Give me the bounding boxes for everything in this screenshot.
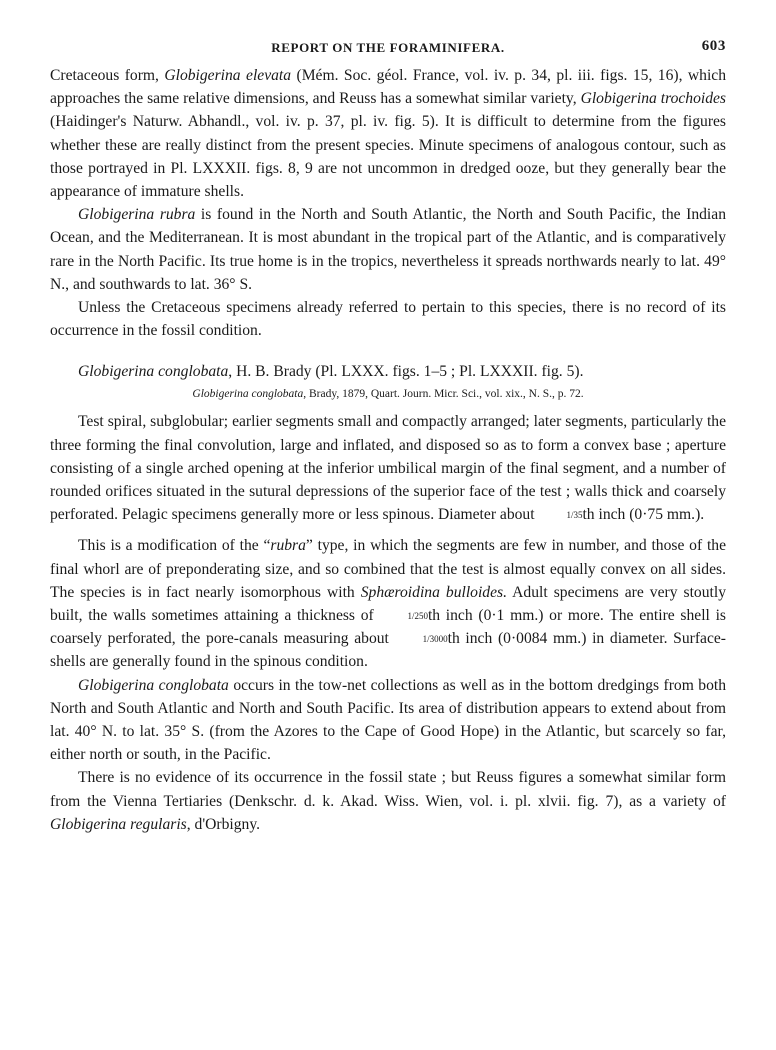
text-run: Test spiral, subglobular; earlier segments small and compactly arranged; later segments, particularly the three forming the final convolution, large and inflated, and disposed so as to form a convex base ; aperture consisting of a single arched opening at the inferior umbilical margin of the final segment, and a number of rounded orifices situated in the sutural depressions of the superior face of the test ; walls thick and coarsely perforated. Pelagic specimens generally more or less spinous. Diameter about bbox=[50, 413, 726, 524]
text-run: Unless the Cretaceous specimens already referred to pertain to this species, there is no record of its occurrence in the fossil condition. bbox=[50, 299, 726, 340]
fraction: 1/250 bbox=[407, 610, 428, 621]
paragraph-spacer bbox=[50, 526, 726, 534]
section-spacer bbox=[50, 342, 726, 360]
running-title: REPORT ON THE FORAMINIFERA. bbox=[271, 40, 505, 55]
species-name: Globigerina conglobata bbox=[78, 363, 229, 381]
text-run: th inch (0·0084 mm.) in diameter. Surface-shells are generally found in the spinous condition. bbox=[50, 630, 726, 671]
paragraph-cretaceous-forms bbox=[50, 64, 726, 203]
text-run: Adult specimens are very stoutly built, the walls sometimes attaining a thickness of bbox=[50, 583, 726, 625]
text-run: There is no evidence of its occurrence in the fossil state ; but Reuss figures a somewhat similar form from the Vienna Tertiaries (Denkschr. d. k. Akad. Wiss. Wien, vol. i. pl. xlvii. fig. 7), as a variety of bbox=[50, 769, 726, 810]
text-run: th inch (0·1 mm.) or more. The entire shell is coarsely perforated, the pore-canals measuring about bbox=[50, 607, 726, 648]
text-run: occurs in the tow-net collections as well as in the bottom dredgings from both North and South Atlantic and North and South Pacific. Its area of distribution appears to extend about from lat. 40° N. to lat. 35° S. (from the Azores to the Cape of Good Hope) in the Atlantic, but scarcely so far, either north or south, in the Pacific. bbox=[50, 676, 727, 764]
text-run: (Haidinger's Naturw. Abhandl., vol. iv. p. 37, pl. iv. fig. 5). It is difficult to determine from the figures whether these are really distinct from the present species. Minute specimens of analogous contour, such as those portrayed in Pl. LXXXII. figs. 8, 9 are not uncommon in dredged ooze, but they generally bear the appearance of immature shells. bbox=[50, 113, 726, 201]
paragraph-modification bbox=[50, 534, 726, 673]
species-name: Globigerina rubra bbox=[78, 206, 196, 224]
text-run: , Brady, 1879, Quart. Journ. Micr. Sci., vol. xix., N. S., p. 72. bbox=[303, 388, 584, 401]
text-run: This is a modification of the “ bbox=[78, 537, 271, 555]
fraction: 1/35 bbox=[566, 510, 583, 521]
species-name: Globigerina conglobata bbox=[192, 388, 304, 401]
text-run: is found in the North and South Atlantic, the North and South Pacific, the Indian Ocean, and the Mediterranean. It is most abundant in the tropical part of the Atlantic, and is comparatively rare in the North Pacific. Its true home is in the tropics, nevertheless it spreads northwards nearly to lat. 49° N., and southwards to lat. 36° S. bbox=[50, 206, 726, 293]
paragraph-conglobata-distribution bbox=[50, 674, 726, 767]
text-run: Cretaceous form, bbox=[50, 67, 165, 84]
species-name: Globigerina regularis bbox=[50, 815, 187, 833]
text-run: (Mém. Soc. géol. France, vol. iv. p. 34, pl. iii. figs. 15, 16), which approaches the same relative dimensions, and Reuss has a somewhat similar variety, bbox=[50, 67, 727, 108]
species-name: Globigerina trochoides bbox=[580, 90, 727, 108]
text-run: ” type, in which the segments are few in number, and those of the final whorl are of preponderating size, and so combined that the test is almost equally convex on all sides. The species is in fact nearly isomorphous with bbox=[50, 537, 726, 601]
running-header bbox=[50, 40, 726, 64]
paragraph-fossil-evidence bbox=[50, 766, 726, 836]
text-run: , d'Orbigny. bbox=[186, 815, 261, 833]
fraction: 1/3000 bbox=[422, 634, 448, 645]
text-run: th inch (0·75 mm.). bbox=[582, 506, 705, 524]
species-heading bbox=[50, 360, 726, 384]
paragraph-fossil-record bbox=[50, 296, 726, 342]
text-run: , H. B. Brady (Pl. LXXX. figs. 1–5 ; Pl. LXXXII. fig. 5). bbox=[228, 363, 584, 381]
page bbox=[50, 40, 726, 836]
species-name: Globigerina conglobata bbox=[78, 676, 229, 694]
species-name: Sphæroidina bulloides. bbox=[360, 583, 507, 601]
synonymy-reference bbox=[50, 384, 726, 404]
paragraph-description bbox=[50, 410, 726, 526]
species-name: Globigerina elevata bbox=[164, 67, 292, 84]
page-number: 603 bbox=[701, 38, 726, 54]
species-name: rubra bbox=[270, 537, 306, 555]
paragraph-rubra-distribution bbox=[50, 203, 726, 296]
